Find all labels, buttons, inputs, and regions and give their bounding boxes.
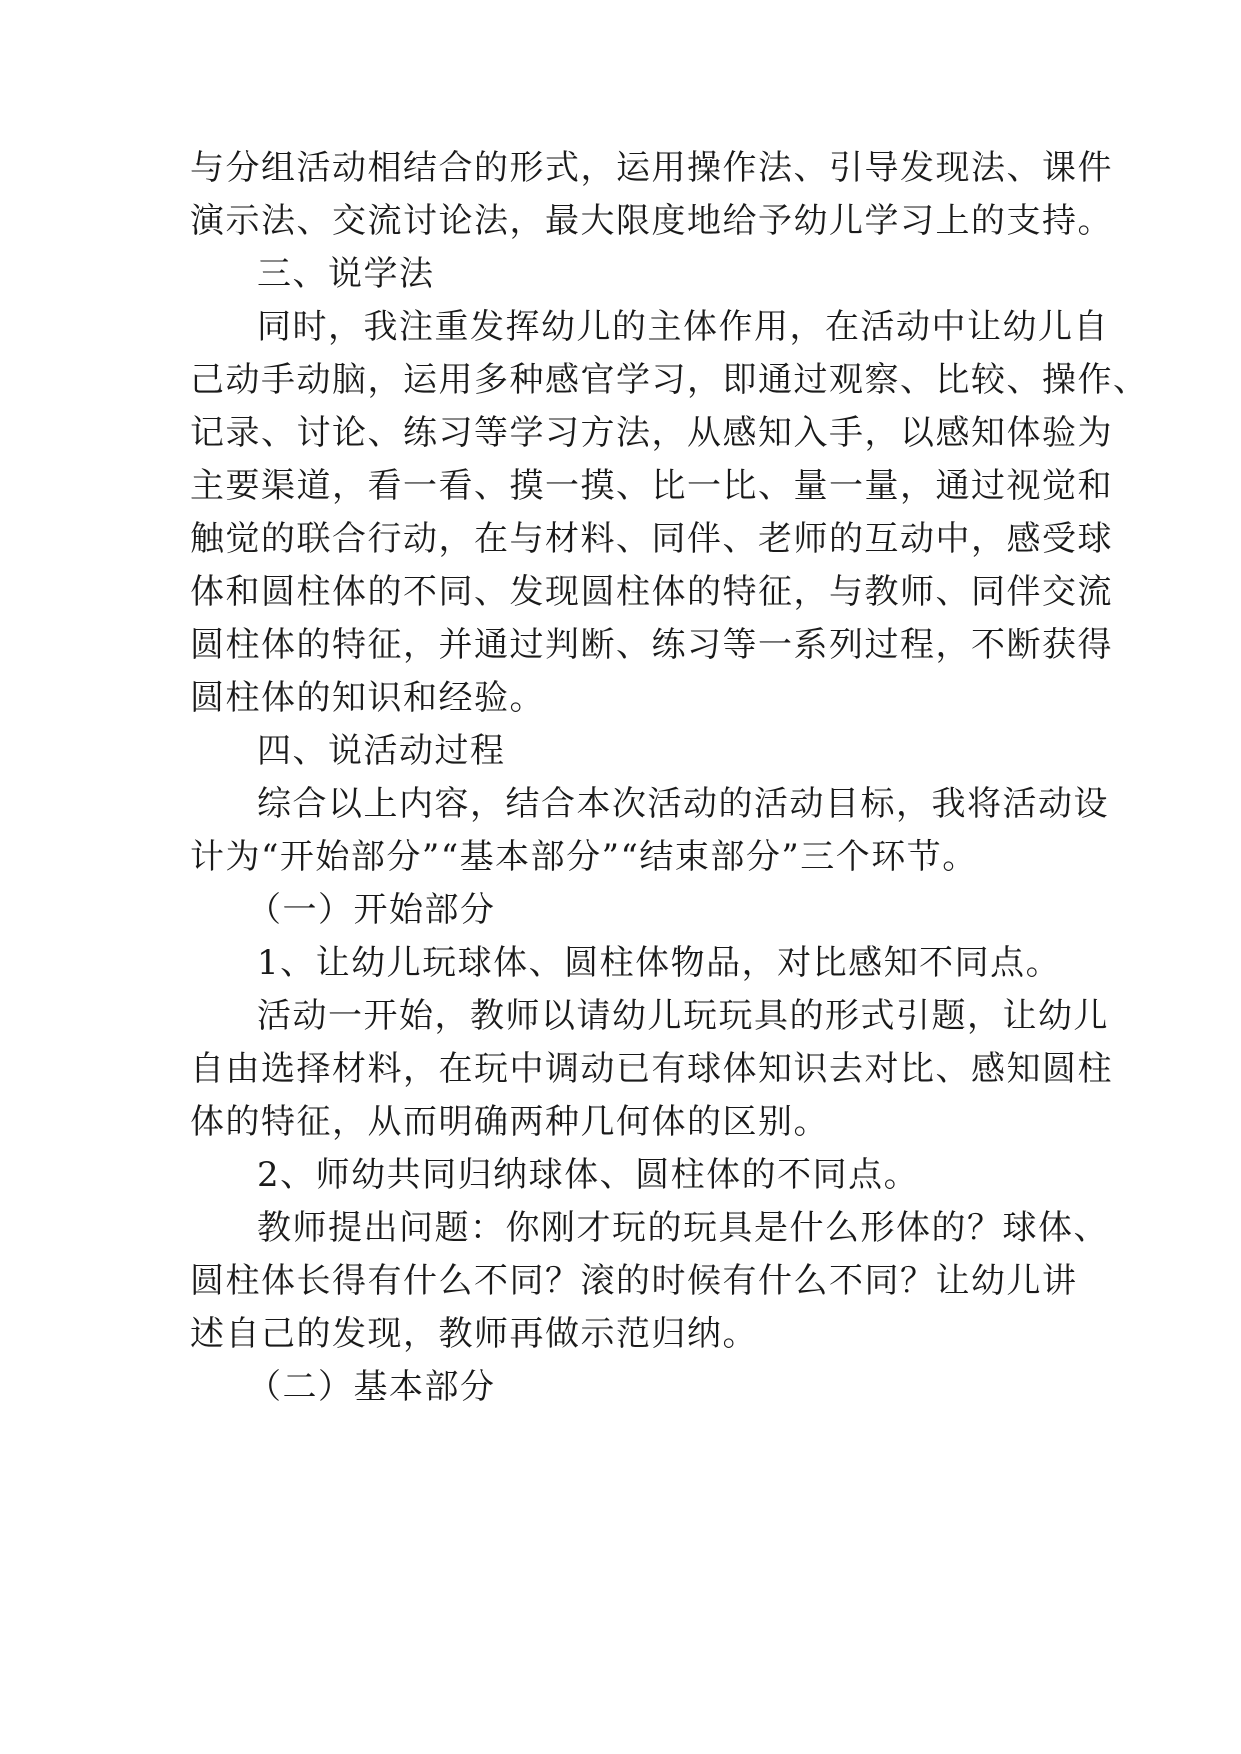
text-line-18: 自由选择材料，在玩中调动已有球体知识去对比、感知圆柱	[190, 1049, 1113, 1089]
section-heading-study-methods: 三、说学法	[257, 254, 435, 294]
subheading-opening-part: （一）开始部分	[247, 890, 496, 930]
text-line-8: 触觉的联合行动，在与材料、同伴、老师的互动中，感受球	[190, 519, 1113, 559]
text-line-20: 2、师幼共同归纳球体、圆柱体的不同点。	[257, 1155, 920, 1195]
text-line-5: 己动手动脑，运用多种感官学习，即通过观察、比较、操作、	[190, 360, 1149, 400]
text-line-14: 计为“开始部分”“基本部分”“结束部分”三个环节。	[190, 837, 978, 877]
section-heading-activity-process: 四、说活动过程	[257, 731, 506, 771]
text-line-7: 主要渠道，看一看、摸一摸、比一比、量一量，通过视觉和	[190, 466, 1113, 506]
text-line-13: 综合以上内容，结合本次活动的活动目标，我将活动设	[257, 784, 1109, 824]
text-line-11: 圆柱体的知识和经验。	[190, 678, 545, 718]
text-line-10: 圆柱体的特征，并通过判断、练习等一系列过程，不断获得	[190, 625, 1113, 665]
text-line-23: 述自己的发现，教师再做示范归纳。	[190, 1314, 758, 1354]
text-line-9: 体和圆柱体的不同、发现圆柱体的特征，与教师、同伴交流	[190, 572, 1113, 612]
subheading-basic-part: （二）基本部分	[247, 1367, 496, 1407]
text-line-19: 体的特征，从而明确两种几何体的区别。	[190, 1102, 829, 1142]
text-line-6: 记录、讨论、练习等学习方法，从感知入手，以感知体验为	[190, 413, 1113, 453]
text-line-22: 圆柱体长得有什么不同？滚的时候有什么不同？让幼儿讲	[190, 1261, 1078, 1301]
text-line-21: 教师提出问题：你刚才玩的玩具是什么形体的？球体、	[257, 1208, 1109, 1248]
text-line-4: 同时，我注重发挥幼儿的主体作用，在活动中让幼儿自	[257, 307, 1109, 347]
text-line-2: 演示法、交流讨论法，最大限度地给予幼儿学习上的支持。	[190, 201, 1113, 241]
text-line-17: 活动一开始，教师以请幼儿玩玩具的形式引题，让幼儿	[257, 996, 1109, 1036]
text-line-1: 与分组活动相结合的形式，运用操作法、引导发现法、课件	[190, 148, 1113, 188]
text-line-16: 1、让幼儿玩球体、圆柱体物品，对比感知不同点。	[257, 943, 1062, 983]
